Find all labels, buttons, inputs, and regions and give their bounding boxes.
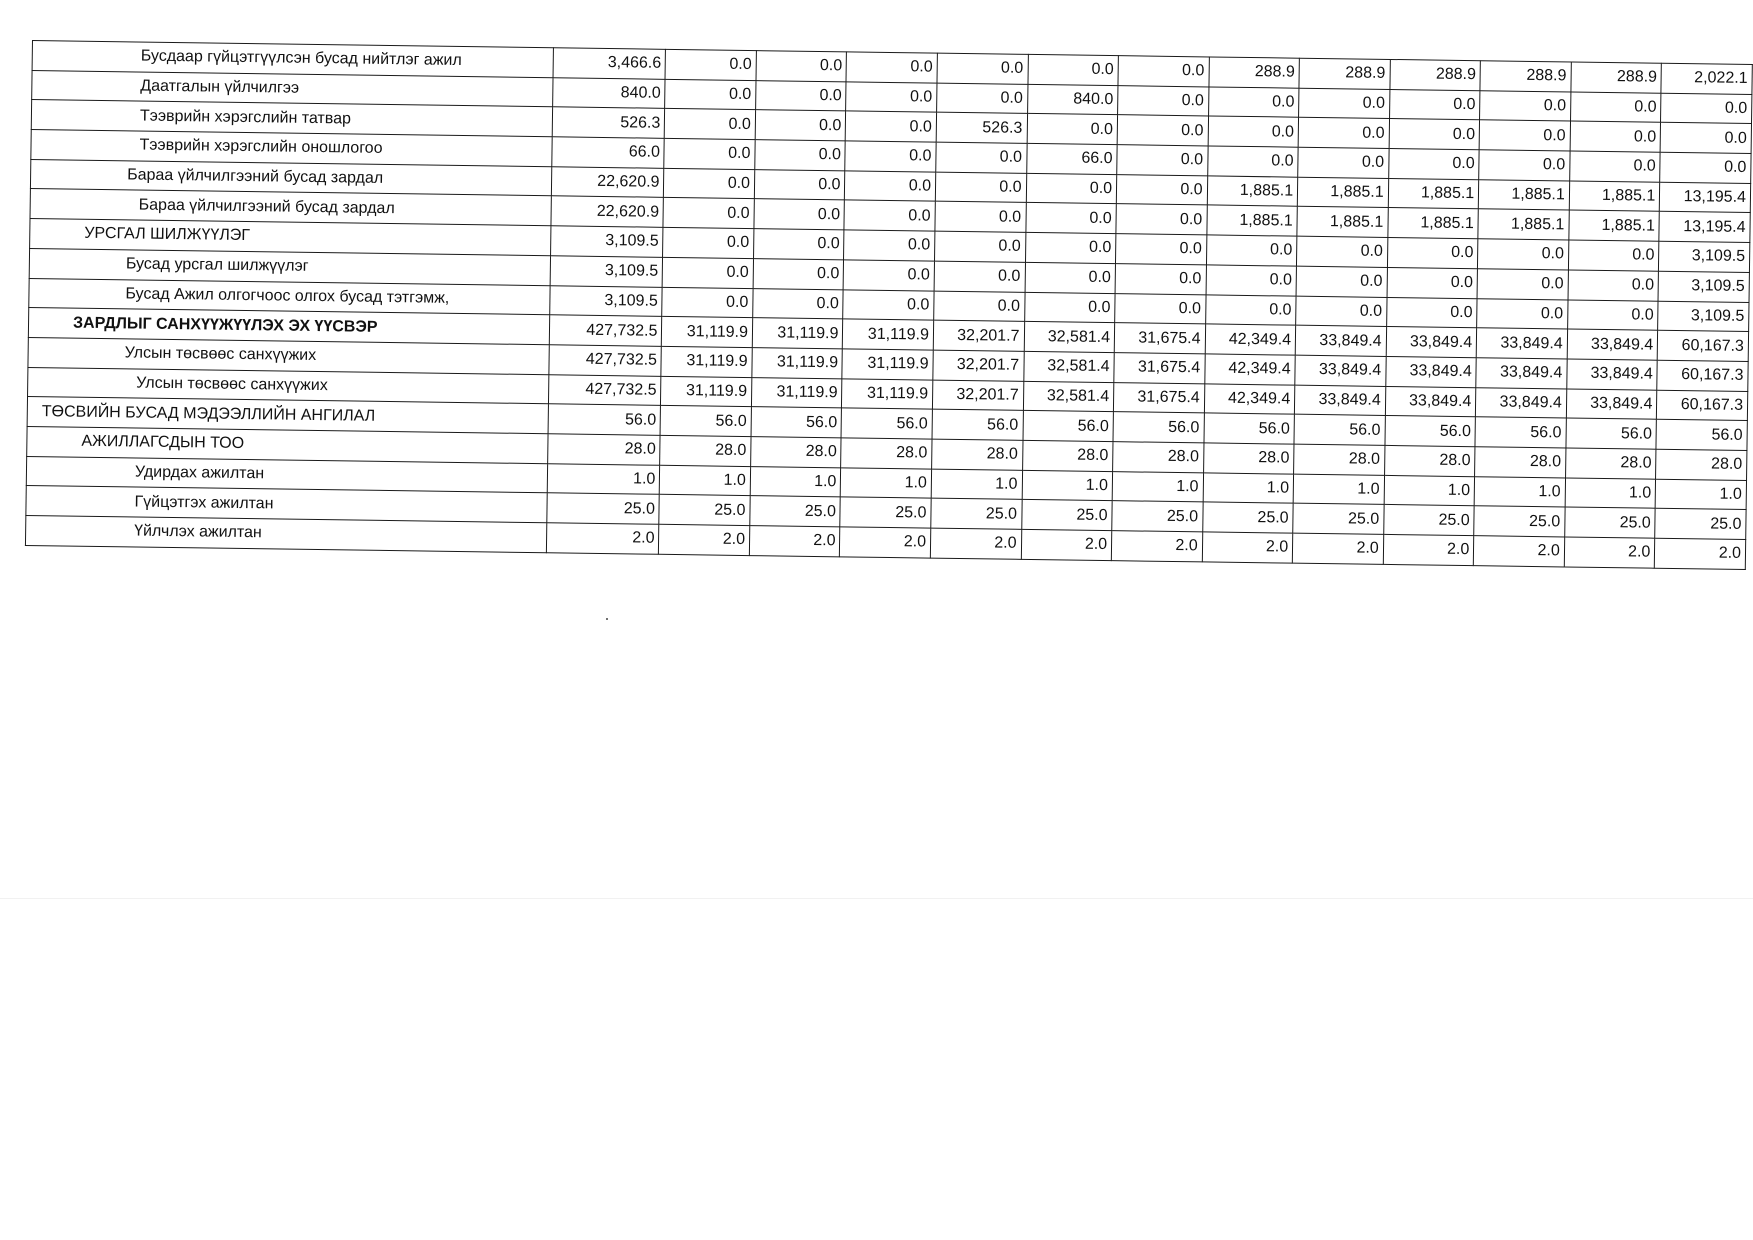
table-cell: 56.0 xyxy=(660,406,751,437)
table-cell: 25.0 xyxy=(840,497,931,528)
table-cell: 0.0 xyxy=(755,110,846,141)
table-cell: 0.0 xyxy=(1570,121,1661,152)
table-cell: 0.0 xyxy=(1299,88,1390,119)
table-cell: 0.0 xyxy=(1480,90,1571,121)
table-cell: 0.0 xyxy=(1208,116,1299,147)
table-cell: 0.0 xyxy=(1027,114,1118,145)
table-cell: 1.0 xyxy=(1384,475,1475,506)
table-cell: 56.0 xyxy=(1656,419,1747,450)
row-label: Тээврийн хэрэгслийн оношлогоо xyxy=(31,130,553,167)
table-cell: 0.0 xyxy=(846,82,937,113)
table-cell: 2.0 xyxy=(749,526,840,557)
table-cell: 1.0 xyxy=(547,463,660,494)
table-cell: 3,109.5 xyxy=(550,256,663,287)
table-cell: 22,620.9 xyxy=(551,196,664,227)
table-cell: 31,119.9 xyxy=(661,346,752,377)
table-cell: 0.0 xyxy=(1206,235,1297,266)
table-cell: 288.9 xyxy=(1390,59,1481,90)
table-cell: 28.0 xyxy=(1384,445,1475,476)
table-cell: 0.0 xyxy=(753,229,844,260)
table-cell: 33,849.4 xyxy=(1295,325,1386,356)
table-cell: 0.0 xyxy=(663,257,754,288)
scanned-budget-sheet xyxy=(25,40,1753,570)
table-cell: 2.0 xyxy=(1474,536,1565,567)
table-cell: 2.0 xyxy=(1292,533,1383,564)
scan-speck xyxy=(606,618,608,620)
table-cell: 33,849.4 xyxy=(1566,389,1657,420)
table-cell: 56.0 xyxy=(548,404,661,435)
table-cell: 0.0 xyxy=(934,291,1025,322)
table-cell: 0.0 xyxy=(754,169,845,200)
table-cell: 288.9 xyxy=(1299,58,1390,89)
table-cell: 0.0 xyxy=(846,52,937,83)
table-cell: 0.0 xyxy=(1569,151,1660,182)
table-cell: 0.0 xyxy=(1208,87,1299,118)
table-cell: 0.0 xyxy=(1026,173,1117,204)
table-cell: 0.0 xyxy=(663,227,754,258)
row-label: Улсын төсвөөс санхүүжих xyxy=(28,367,550,404)
row-label: Даатгалын үйлчилгээ xyxy=(32,70,554,107)
table-cell: 0.0 xyxy=(1389,119,1480,150)
table-cell: 0.0 xyxy=(1115,263,1206,294)
table-cell: 56.0 xyxy=(1566,418,1657,449)
table-cell: 2.0 xyxy=(930,528,1021,559)
row-label: Удирдах ажилтан xyxy=(26,456,548,493)
table-cell: 0.0 xyxy=(1567,299,1658,330)
table-cell: 25.0 xyxy=(547,493,660,524)
table-cell: 2.0 xyxy=(1564,537,1655,568)
table-cell: 0.0 xyxy=(845,171,936,202)
row-label: Гүйцэтгэх ажилтан xyxy=(26,486,548,523)
table-cell: 3,109.5 xyxy=(1658,271,1749,302)
table-cell: 0.0 xyxy=(1570,92,1661,123)
table-cell: 28.0 xyxy=(1022,440,1113,471)
table-cell: 0.0 xyxy=(1118,85,1209,116)
table-cell: 25.0 xyxy=(1565,507,1656,538)
table-cell: 13,195.4 xyxy=(1660,182,1751,213)
table-cell: 42,349.4 xyxy=(1204,383,1295,414)
table-cell: 31,119.9 xyxy=(843,319,934,350)
table-cell: 1.0 xyxy=(1112,471,1203,502)
table-cell: 31,119.9 xyxy=(752,318,843,349)
table-cell: 0.0 xyxy=(844,260,935,291)
table-cell: 32,201.7 xyxy=(933,350,1024,381)
table-cell: 0.0 xyxy=(935,172,1026,203)
table-cell: 33,849.4 xyxy=(1567,329,1658,360)
table-cell: 1.0 xyxy=(1565,478,1656,509)
table-cell: 32,201.7 xyxy=(932,380,1023,411)
table-cell: 1.0 xyxy=(1203,473,1294,504)
table-cell: 1,885.1 xyxy=(1207,205,1298,236)
table-cell: 28.0 xyxy=(1294,444,1385,475)
table-cell: 33,849.4 xyxy=(1385,386,1476,417)
table-cell: 2.0 xyxy=(1383,534,1474,565)
table-cell: 0.0 xyxy=(1207,146,1298,177)
table-cell: 0.0 xyxy=(1206,265,1297,296)
table-cell: 3,466.6 xyxy=(553,48,666,79)
table-cell: 13,195.4 xyxy=(1659,212,1750,243)
table-cell: 33,849.4 xyxy=(1476,387,1567,418)
table-cell: 1,885.1 xyxy=(1569,210,1660,241)
table-cell: 0.0 xyxy=(846,111,937,142)
budget-table-body xyxy=(25,41,1752,570)
table-cell: 0.0 xyxy=(1116,234,1207,265)
table-cell: 25.0 xyxy=(1293,503,1384,534)
table-cell: 66.0 xyxy=(1026,143,1117,174)
table-cell: 427,732.5 xyxy=(549,315,662,346)
table-cell: 60,167.3 xyxy=(1657,360,1748,391)
row-label: ТӨСВИЙН БУСАД МЭДЭЭЛЛИЙН АНГИЛАЛ xyxy=(27,397,549,434)
table-cell: 25.0 xyxy=(1112,501,1203,532)
table-cell: 1,885.1 xyxy=(1297,207,1388,238)
table-cell: 3,109.5 xyxy=(1658,301,1749,332)
table-cell: 1,885.1 xyxy=(1388,178,1479,209)
table-cell: 0.0 xyxy=(1298,147,1389,178)
table-cell: 0.0 xyxy=(1116,174,1207,205)
table-cell: 2,022.1 xyxy=(1661,63,1752,94)
table-cell: 25.0 xyxy=(1474,506,1565,537)
table-cell: 2.0 xyxy=(659,524,750,555)
table-cell: 0.0 xyxy=(755,140,846,171)
table-cell: 1,885.1 xyxy=(1388,208,1479,239)
table-cell: 28.0 xyxy=(1656,449,1747,480)
table-cell: 25.0 xyxy=(1202,502,1293,533)
table-cell: 1.0 xyxy=(660,465,751,496)
table-cell: 56.0 xyxy=(1023,411,1114,442)
table-cell: 0.0 xyxy=(1568,270,1659,301)
table-cell: 1.0 xyxy=(931,469,1022,500)
table-cell: 31,675.4 xyxy=(1114,323,1205,354)
table-cell: 25.0 xyxy=(1383,505,1474,536)
row-label: Бусад урсгал шилжүүлэг xyxy=(29,248,551,285)
table-cell: 0.0 xyxy=(1661,93,1752,124)
table-cell: 0.0 xyxy=(753,288,844,319)
table-cell: 31,119.9 xyxy=(752,347,843,378)
table-cell: 56.0 xyxy=(1113,412,1204,443)
table-cell: 0.0 xyxy=(1568,240,1659,271)
table-cell: 2.0 xyxy=(547,523,660,554)
table-cell: 0.0 xyxy=(1477,269,1568,300)
table-cell: 1.0 xyxy=(1022,470,1113,501)
table-cell: 2.0 xyxy=(1202,532,1293,563)
table-cell: 56.0 xyxy=(1475,417,1566,448)
table-cell: 28.0 xyxy=(548,434,661,465)
table-cell: 0.0 xyxy=(1660,123,1751,154)
table-cell: 32,581.4 xyxy=(1023,351,1114,382)
table-cell: 0.0 xyxy=(1296,296,1387,327)
table-cell: 60,167.3 xyxy=(1657,390,1748,421)
table-cell: 0.0 xyxy=(1387,238,1478,269)
table-cell: 28.0 xyxy=(751,437,842,468)
table-cell: 1,885.1 xyxy=(1478,209,1569,240)
table-cell: 288.9 xyxy=(1571,62,1662,93)
table-cell: 42,349.4 xyxy=(1204,354,1295,385)
table-cell: 28.0 xyxy=(841,438,932,469)
row-label: Үйлчлэх ажилтан xyxy=(25,515,547,552)
table-cell: 0.0 xyxy=(664,168,755,199)
table-cell: 56.0 xyxy=(1204,413,1295,444)
table-cell: 0.0 xyxy=(1025,233,1116,264)
table-cell: 28.0 xyxy=(1475,447,1566,478)
table-cell: 28.0 xyxy=(1203,443,1294,474)
table-cell: 56.0 xyxy=(1385,416,1476,447)
table-cell: 0.0 xyxy=(1298,118,1389,149)
table-cell: 60,167.3 xyxy=(1658,330,1749,361)
table-cell: 0.0 xyxy=(662,287,753,318)
table-cell: 42,349.4 xyxy=(1205,324,1296,355)
paper-fold-line xyxy=(0,898,1753,899)
row-label: Улсын төсвөөс санхүүжих xyxy=(28,337,550,374)
table-cell: 66.0 xyxy=(552,137,665,168)
table-cell: 0.0 xyxy=(1028,54,1119,85)
table-cell: 2.0 xyxy=(840,527,931,558)
row-label: Бусдаар гүйцэтгүүлсэн бусад нийтлэг ажил xyxy=(32,41,554,78)
table-cell: 33,849.4 xyxy=(1567,359,1658,390)
table-cell: 0.0 xyxy=(934,261,1025,292)
table-cell: 0.0 xyxy=(1477,298,1568,329)
table-cell: 0.0 xyxy=(1296,266,1387,297)
table-cell: 0.0 xyxy=(844,230,935,261)
row-label: Бараа үйлчилгээний бусад зардал xyxy=(30,159,552,196)
table-cell: 2.0 xyxy=(1111,531,1202,562)
table-cell: 31,119.9 xyxy=(751,377,842,408)
table-cell: 0.0 xyxy=(1024,292,1115,323)
table-cell: 526.3 xyxy=(552,107,665,138)
table-cell: 2.0 xyxy=(1655,538,1746,569)
table-cell: 31,119.9 xyxy=(842,349,933,380)
table-cell: 0.0 xyxy=(1116,204,1207,235)
table-cell: 0.0 xyxy=(664,138,755,169)
table-cell: 33,849.4 xyxy=(1386,356,1477,387)
table-cell: 0.0 xyxy=(1117,115,1208,146)
table-cell: 3,109.5 xyxy=(551,226,664,257)
budget-table xyxy=(25,40,1753,570)
table-cell: 28.0 xyxy=(1113,442,1204,473)
table-cell: 427,732.5 xyxy=(549,374,662,405)
table-cell: 0.0 xyxy=(936,142,1027,173)
table-cell: 33,849.4 xyxy=(1386,327,1477,358)
table-cell: 22,620.9 xyxy=(552,167,665,198)
table-cell: 0.0 xyxy=(753,258,844,289)
table-cell: 31,675.4 xyxy=(1114,353,1205,384)
table-cell: 0.0 xyxy=(1479,150,1570,181)
table-cell: 31,119.9 xyxy=(661,376,752,407)
table-cell: 0.0 xyxy=(1387,267,1478,298)
table-cell: 0.0 xyxy=(1660,152,1751,183)
table-cell: 0.0 xyxy=(756,80,847,111)
table-cell: 0.0 xyxy=(1389,89,1480,120)
table-cell: 0.0 xyxy=(935,202,1026,233)
table-cell: 526.3 xyxy=(936,113,1027,144)
table-cell: 1.0 xyxy=(1474,476,1565,507)
table-cell: 1,885.1 xyxy=(1207,176,1298,207)
table-cell: 25.0 xyxy=(931,498,1022,529)
table-cell: 1.0 xyxy=(841,467,932,498)
table-cell: 31,119.9 xyxy=(662,317,753,348)
table-cell: 2.0 xyxy=(1021,529,1112,560)
table-cell: 0.0 xyxy=(843,289,934,320)
table-cell: 32,581.4 xyxy=(1023,381,1114,412)
table-cell: 0.0 xyxy=(1025,262,1116,293)
table-cell: 0.0 xyxy=(1297,236,1388,267)
table-cell: 288.9 xyxy=(1209,57,1300,88)
table-cell: 0.0 xyxy=(754,199,845,230)
table-cell: 0.0 xyxy=(665,79,756,110)
table-cell: 56.0 xyxy=(751,407,842,438)
table-cell: 0.0 xyxy=(1386,297,1477,328)
table-cell: 3,109.5 xyxy=(1659,241,1750,272)
table-cell: 0.0 xyxy=(665,49,756,80)
row-label: Тээврийн хэрэгслийн татвар xyxy=(31,100,553,137)
row-label: УРСГАЛ ШИЛЖҮҮЛЭГ xyxy=(30,219,552,256)
table-cell: 0.0 xyxy=(845,141,936,172)
table-cell: 3,109.5 xyxy=(550,285,663,316)
table-cell: 56.0 xyxy=(932,409,1023,440)
table-cell: 32,581.4 xyxy=(1024,322,1115,353)
table-cell: 0.0 xyxy=(1117,145,1208,176)
table-cell: 1,885.1 xyxy=(1297,177,1388,208)
table-cell: 33,849.4 xyxy=(1476,358,1567,389)
table-cell: 0.0 xyxy=(756,51,847,82)
table-cell: 0.0 xyxy=(1115,293,1206,324)
table-cell: 0.0 xyxy=(1118,56,1209,87)
table-cell: 288.9 xyxy=(1480,61,1571,92)
table-cell: 25.0 xyxy=(659,495,750,526)
table-cell: 33,849.4 xyxy=(1476,328,1567,359)
table-cell: 0.0 xyxy=(934,231,1025,262)
table-cell: 33,849.4 xyxy=(1295,355,1386,386)
table-cell: 0.0 xyxy=(663,198,754,229)
table-cell: 56.0 xyxy=(1294,414,1385,445)
table-cell: 25.0 xyxy=(1655,509,1746,540)
table-cell: 840.0 xyxy=(1027,84,1118,115)
table-cell: 0.0 xyxy=(937,83,1028,114)
table-cell: 56.0 xyxy=(841,408,932,439)
table-cell: 0.0 xyxy=(1478,239,1569,270)
table-cell: 0.0 xyxy=(937,53,1028,84)
table-cell: 1.0 xyxy=(750,466,841,497)
row-label: ЗАРДЛЫГ САНХҮҮЖҮҮЛЭХ ЭХ ҮҮСВЭР xyxy=(28,308,550,345)
table-cell: 0.0 xyxy=(1388,149,1479,180)
table-cell: 31,675.4 xyxy=(1113,382,1204,413)
table-cell: 1,885.1 xyxy=(1569,181,1660,212)
table-cell: 28.0 xyxy=(660,435,751,466)
table-cell: 0.0 xyxy=(1479,120,1570,151)
table-cell: 0.0 xyxy=(665,109,756,140)
table-cell: 840.0 xyxy=(553,77,666,108)
row-label: Бараа үйлчилгээний бусад зардал xyxy=(30,189,552,226)
table-cell: 0.0 xyxy=(1025,203,1116,234)
row-label: АЖИЛЛАГСДЫН ТОО xyxy=(27,426,549,463)
table-cell: 28.0 xyxy=(1565,448,1656,479)
table-cell: 33,849.4 xyxy=(1295,385,1386,416)
table-cell: 25.0 xyxy=(1021,500,1112,531)
table-cell: 1.0 xyxy=(1655,479,1746,510)
table-cell: 1,885.1 xyxy=(1479,179,1570,210)
table-cell: 31,119.9 xyxy=(842,378,933,409)
table-cell: 0.0 xyxy=(844,200,935,231)
table-cell: 0.0 xyxy=(1205,294,1296,325)
row-label: Бусад Ажил олгогчоос олгох бусад тэтгэмж, xyxy=(29,278,551,315)
table-cell: 32,201.7 xyxy=(933,320,1024,351)
table-cell: 427,732.5 xyxy=(549,345,662,376)
table-cell: 25.0 xyxy=(750,496,841,527)
table-cell: 28.0 xyxy=(932,439,1023,470)
table-cell: 1.0 xyxy=(1293,474,1384,505)
